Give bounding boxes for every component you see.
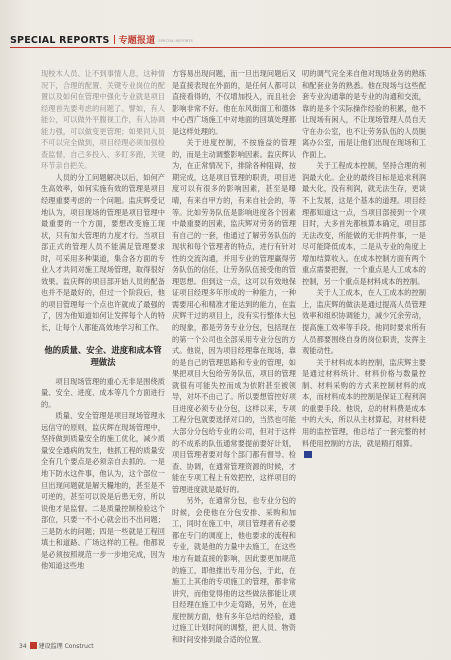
column3-paragraph-1: 叨的调气完全来自他对现场业务的熟练和配套业务的熟悉。他在现场与这些配套专业沟通靠的是专业的沟通和交流，靠的是多个实际操作经验的积累，他不让现场有闲人，不让现场管理人员自天守在办公室，也不让劳务队伍的人员脱离办公室，而是让他们出现在现场和工作面上。	[302, 69, 426, 159]
column3-paragraph-4: 关于材料成本的控制，监庆辉主要是通过材料统计、材料价格与数量控制、材料采购的方式来控制材料的成本，而材料成本的控制是保证工程利润的重要手段。他说，总的材料费是成本中的大头，所以从主材算起，对材料使用的监控管理，他总结了一套完整的材料使用控制的方法，就是精打细算。	[302, 357, 426, 448]
page-header	[0, 0, 451, 52]
magazine-name: 建设监理	[38, 643, 63, 650]
page-number: 34	[19, 643, 27, 650]
title-divider	[114, 35, 115, 44]
column1-paragraph-3: 项目现场管理的重心无非是围绕质量、安全、进度、成本等几个方面进行的。	[41, 376, 165, 409]
header-rule	[10, 47, 451, 48]
column2-paragraph-2: 关于进度控制，不按施益的管理的，而是主动调整影响因素。监庆辉认为，在正常情况下，排除各种阻碍，按期完成，这是项目管理的职责，项目进度可以有很多的影响因素，甚至是曝晴，有来自甲方的，有来自社会的，等等。比如劳务队伍是影响进度各个因素中最重要的因素，监庆辉对劳务的管理有自己的一套，他通过了解劳务队伍的现状和每个管理者的特点，进行有针对性的交流沟通，并用专业的管理赢得劳务队伍的信任，让劳务队伍接受他的管理思想。但到这一点，这可以有效地保证项目经理多年形成的一种能力，一种需要用心和精准才能达到的能力，在监庆辉干过的项目上，没有实行整体大包的现象，都是劳务专业分包，包括现在的第一个公司也全部采用专业分包的方式。他说，因为项目经理靠在现场，靠的是自己的管理思路和专业的管理，如果把项目大包给劳务队伍，项目的管理就很有可能失控而成为依附甚至被领导，对坏不由己了。所以要想管控好项目进度必须专业分包，这样以来，专项工程分包就要选择对口的，当然也可能大部分分包给专业的公司，但对于这样的不成系的队伍通常要提前要好计划，项目管理者要对每个部门都有督导、检查、协调，在通常管理资源的时候，才能在专项工程上有效把控，这样项目的管理进度就是最好的。	[172, 138, 296, 494]
column1-paragraph-4: 质量、安全管理是项目现场管理永远信守的原则，监庆辉在现场管理中，坚持做到质量安全的施工优化，减少质量安全通病的发生，他抓工程的质量安全有几个要点是必须亲自去抓的。一是地下防水这件事，他认为，这个部位一旦出现问题就是解天糧地的，甚至是不可逆的，甚至可以说是后患无穷，所以说他才是监督。二是质量控制检验这个部位，只要一不小心就会出不出问题；三是防水的问题；四是一些就是工程回填土和道路、广场这样的工程。他都说是必须按照规范一步一步地完成，因为他知道这些地	[41, 411, 165, 571]
column2-paragraph-3: 另外，在通常分包，也专业分包的时候，会使他在分包安排、采购和加工，同时在施工中，项目管理者有必要都在专门的调度上，他也要求的流程和专业，就是他的力量中去施工，在这些地方有最直接的影响，因此要更加规范的施工，即他推出专用分包，于此，在施工上其他的专项施工的管理，都非常讲究，而他觉得他的这些做法都能让项目经理在施工中少走弯路，另外，在进度控制方面，他有多年总结的经验，通过施工计划时间的调整，把人员、物资和时间安排到最合适的位置。	[172, 496, 296, 644]
column-2	[172, 68, 296, 645]
magazine-logo-icon	[30, 642, 37, 649]
column1-paragraph-2: 人员的分工问题解决以后，如何产生高效率，如何实施有效的管理是项目经理重要考虑的一个问题。监庆辉受记地认为，项目现场的管理是项目管理中最重要的一个方面，要想改变施工现状，只有加大管理的力度才行。当项目部正式的管理人员不能满足管理要求时，可采用多种渠道，集合各方面的专业人才共同对施工现场管理，取得很好效果。监庆辉的项目部开始人员的配备也并不是最好的，但过一个阶段后，他的项目管理每一个点也许就成了最强的了，因为他知道如何让发挥每个人的特长，让每个人都能高效地学习和工作。	[41, 172, 165, 333]
column1-intro: 现校木人员、让不到事情人息，这种情况下，合理的配置、关键专业岗位的配置以及如何在管理中强化专业就是项目经理首先要考虑的问题了。譬如，有人能公，可以做外平腹视工作，有人协调能力强，可以做变更管理；如果同人员不可以完全做到，项目经理必须加强检查监督，自己多投入、多盯多跑，关键环节亲自把关。	[41, 69, 165, 171]
column2-paragraph-1: 方容易出现问题，而一旦出现问题后又是直接表现在外面的，是任何人都可以直接看得的，不仅增加投入，而且社会影响非常不好。他在东风街面工和德体中心西广场施工中对地面的回填处理都是这样处理的。	[172, 69, 296, 136]
magazine-name-en: Construct	[64, 643, 94, 650]
column-3	[302, 68, 426, 461]
column3-paragraph-2: 关于工程成本控制，坚持合理的利润最大化。企业的最终目标是追求利润最大化，没有利润，就无法生存，更谈不上发展，这是个基本的道理。项目经理都知道这一点，当项目部接到一个项目时，大多首先都核算本确定，项目部无法改变，所能做的无非两件事，一是尽可能降低成本，二是从专业的角度上增加结算收入。在成本控制方面有两个重点需要把握，一个重点是人工成本的控制，另一个重点是材料成本的控制。	[302, 161, 426, 286]
section-subtitle: SPECIAL REPORTS	[158, 39, 193, 43]
article-end-mark	[304, 451, 312, 458]
section-heading: 他的质量、安全、进度和成本管理做法	[44, 344, 162, 367]
section-title-en: SPECIAL REPORTS	[10, 35, 110, 46]
column3-paragraph-3: 关于人工成本，在人工成本的控制上，监庆辉的做法是通过提高人员管理效率和组织协调能力，减少冗余劳动，提高施工效率等手段。他同时要求所有人员都要围绕自身的岗位职责，发挥主观能动性。	[302, 288, 426, 356]
section-title-cn: 专题报道	[118, 36, 156, 46]
column-1	[41, 68, 165, 572]
page-footer	[19, 641, 94, 651]
section-title	[10, 33, 193, 46]
